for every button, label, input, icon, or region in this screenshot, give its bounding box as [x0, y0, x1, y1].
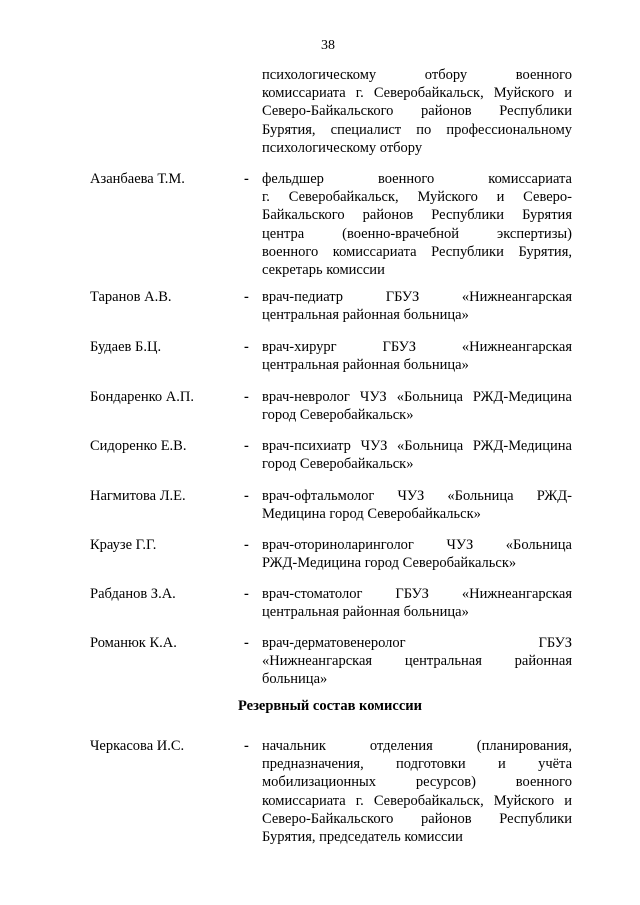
text-line: центральная районная больница» [262, 604, 469, 621]
text-line: Байкальского районов Республики Бурятия [262, 207, 572, 224]
text-line: город Северобайкальск» [262, 407, 414, 424]
text-line: центра (военно-врачебной экспертизы) [262, 225, 572, 242]
text-line: врач-невролог ЧУЗ «Больница РЖД-Медицина [262, 389, 572, 405]
text-line: комиссариата г. Северобайкальск, Муйского и [262, 85, 572, 102]
member-name: Сидоренко Е.В. [90, 438, 187, 454]
text-line: врач-педиатр ГБУЗ «Нижнеангарская [262, 289, 572, 305]
member-role [262, 737, 572, 846]
text-line: Северо-Байкальского районов Республики [262, 810, 572, 827]
member-role [262, 288, 572, 324]
member-name: Бондаренко А.П. [90, 389, 194, 405]
dash-separator: - [244, 389, 249, 405]
dash-separator: - [244, 339, 249, 355]
text-line: Бурятия, председатель комиссии [262, 829, 463, 846]
member-role [262, 388, 572, 424]
member-name: Таранов А.В. [90, 289, 172, 305]
text-line: фельдшер военного комиссариата [262, 171, 572, 187]
text-line: г. Северобайкальск, Муйского и Северо- [262, 189, 572, 206]
dash-separator: - [244, 289, 249, 305]
text-line: больница» [262, 671, 328, 688]
text-line: «Нижнеангарская центральная районная [262, 653, 572, 670]
dash-separator: - [244, 438, 249, 454]
dash-separator: - [244, 488, 249, 504]
dash-separator: - [244, 738, 249, 754]
text-line: врач-оториноларинголог ЧУЗ «Больница [262, 537, 572, 553]
text-line: военного комиссариата Республики Бурятия, [262, 243, 572, 260]
text-line: врач-стоматолог ГБУЗ «Нижнеангарская [262, 586, 572, 602]
text-line: психологическому отбору [262, 139, 423, 156]
member-name: Краузе Г.Г. [90, 537, 157, 553]
member-role [262, 585, 572, 621]
member-name: Рабданов З.А. [90, 586, 176, 602]
member-name: Азанбаева Т.М. [90, 171, 185, 187]
text-line: Медицина город Северобайкальск» [262, 506, 481, 523]
text-line: предназначения, подготовки и учёта [262, 756, 572, 773]
member-role [262, 437, 572, 473]
member-role [262, 536, 572, 572]
text-line: центральная районная больница» [262, 307, 469, 324]
text-line: начальник отделения (планирования, [262, 738, 572, 754]
text-line: центральная районная больница» [262, 357, 469, 374]
member-name: Нагмитова Л.Е. [90, 488, 186, 504]
member-name: Черкасова И.С. [90, 738, 185, 754]
member-name: Романюк К.А. [90, 635, 177, 651]
text-line: врач-дерматовенеролог ГБУЗ [262, 635, 572, 651]
member-role [262, 170, 572, 279]
text-line: Северо-Байкальского районов Республики [262, 103, 572, 120]
text-line: врач-хирург ГБУЗ «Нижнеангарская [262, 339, 572, 355]
text-line: РЖД-Медицина город Северобайкальск» [262, 555, 517, 572]
member-role [262, 487, 572, 523]
text-line: врач-офтальмолог ЧУЗ «Больница РЖД- [262, 488, 572, 504]
dash-separator: - [244, 586, 249, 602]
dash-separator: - [244, 171, 249, 187]
dash-separator: - [244, 537, 249, 553]
member-role [262, 338, 572, 374]
text-line: психологическому отбору военного [262, 67, 572, 83]
continuation-text [262, 66, 572, 157]
reserve-section-heading: Резервный состав комиссии [238, 698, 422, 714]
text-line: секретарь комиссии [262, 262, 385, 279]
dash-separator: - [244, 635, 249, 651]
member-name: Будаев Б.Ц. [90, 339, 162, 355]
member-role [262, 634, 572, 689]
text-line: мобилизационных ресурсов) военного [262, 774, 572, 791]
page-number: 38 [321, 38, 335, 53]
text-line: врач-психиатр ЧУЗ «Больница РЖД-Медицина [262, 438, 572, 454]
text-line: комиссариата г. Северобайкальск, Муйского и [262, 792, 572, 809]
text-line: Бурятия, специалист по профессиональному [262, 121, 572, 138]
text-line: город Северобайкальск» [262, 456, 414, 473]
